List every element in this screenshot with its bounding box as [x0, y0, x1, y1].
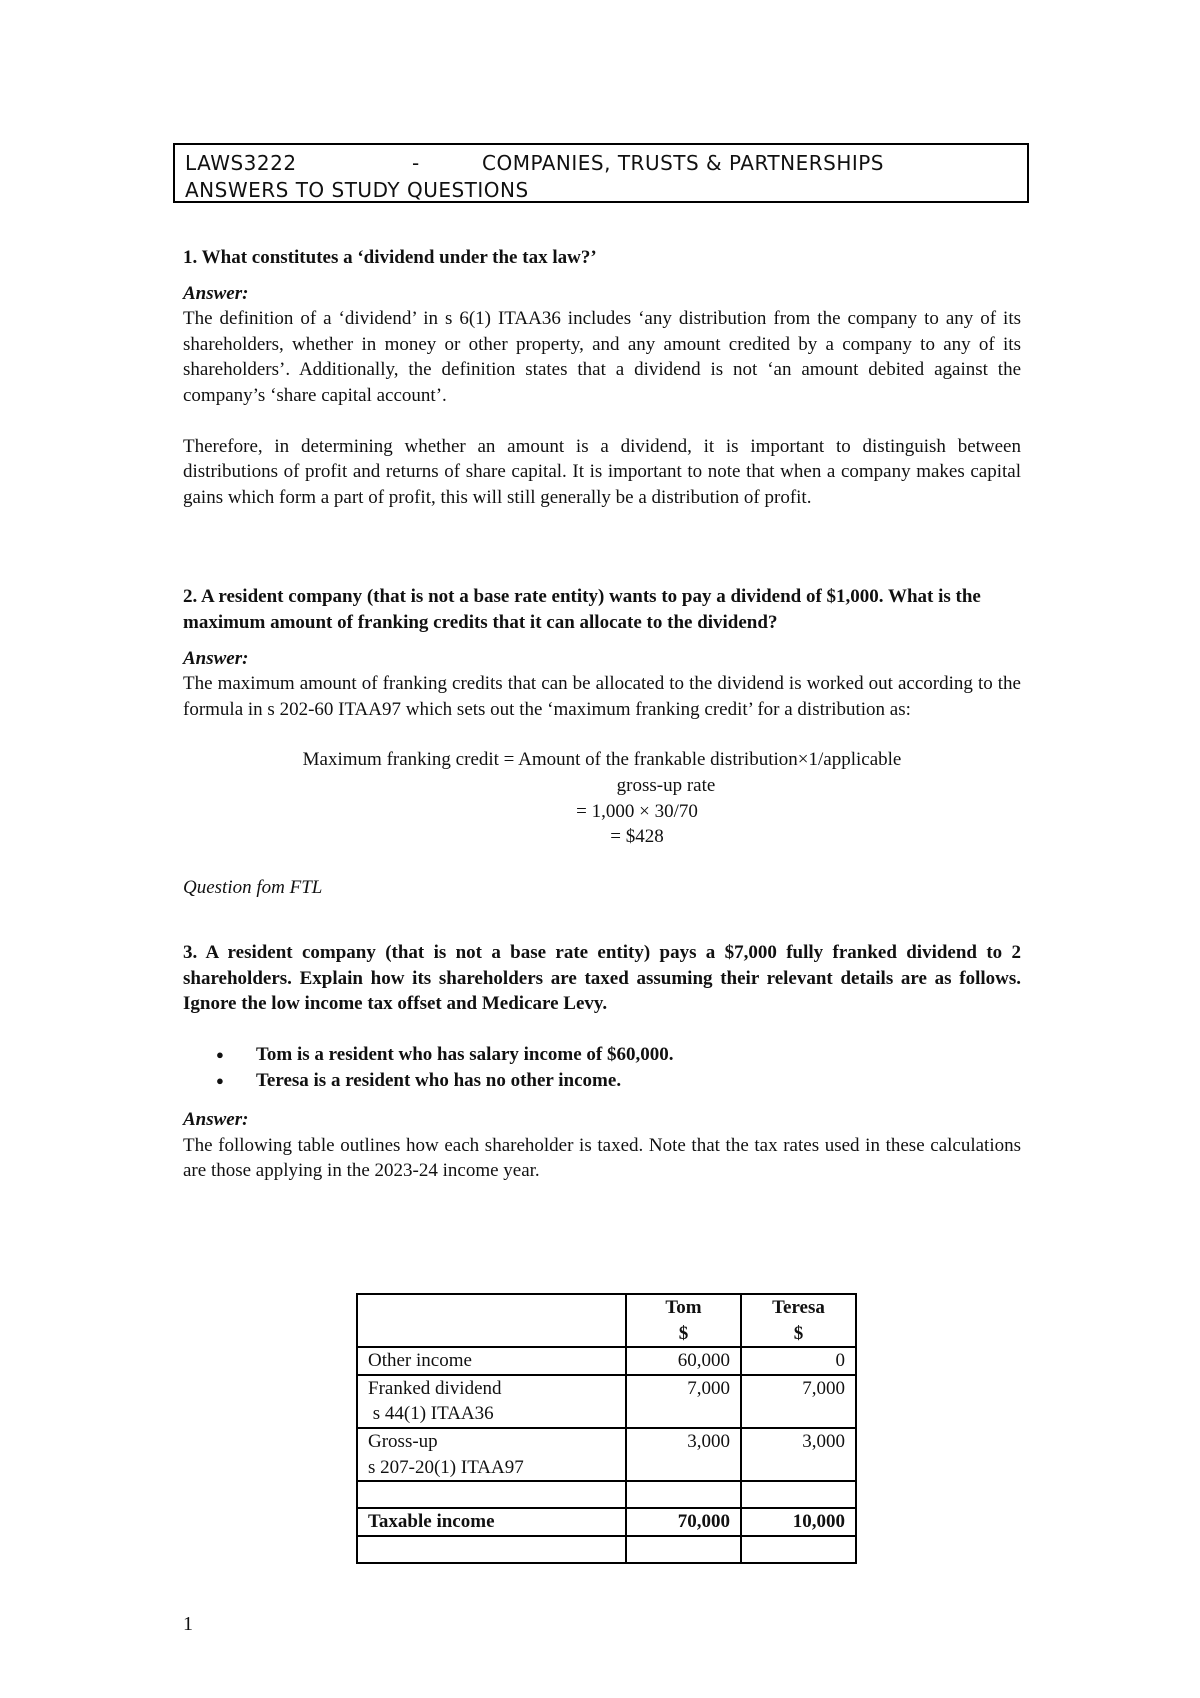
- table-row: [357, 1347, 856, 1375]
- formula-line-2: gross-up rate: [616, 774, 716, 796]
- teresa-value: 3,000: [741, 1428, 856, 1481]
- franking-formula: [183, 747, 1021, 849]
- header-dash: -: [412, 151, 420, 175]
- teresa-value: 7,000: [741, 1375, 856, 1428]
- formula-line-3: = 1,000 × 30/70: [576, 800, 698, 822]
- row-label: [357, 1375, 626, 1428]
- table-cell: [741, 1481, 856, 1508]
- course-header-line: [185, 150, 1027, 177]
- tom-header-label: Tom: [665, 1297, 702, 1318]
- answer-3-paragraph-1: The following table outlines how each shareholder is taxed. Note that the tax rates used in these calculations are those applying in the 2023-24 income year.: [183, 1134, 1021, 1182]
- table-cell: [357, 1294, 626, 1347]
- table-row: [357, 1375, 856, 1428]
- document-body: [183, 245, 1021, 1184]
- list-item: ● Tom is a resident who has salary income of $60,000.: [183, 1042, 1021, 1068]
- question-3: 3. A resident company (that is not a base rate entity) pays a $7,000 fully franked dividend to 2 shareholders. Explain how its shareholders are taxed assuming their relevant details are as follows. Ignore the low income tax offset and Medicare Levy.: [183, 942, 1021, 1015]
- answer-label-2: Answer:: [183, 647, 249, 669]
- teresa-total: 10,000: [741, 1508, 856, 1536]
- table-cell: [357, 1481, 626, 1508]
- course-header-box: [173, 143, 1029, 203]
- table-cell: [626, 1481, 741, 1508]
- row-label-line-1: Franked dividend: [368, 1377, 502, 1399]
- table-cell: [741, 1536, 856, 1563]
- table-header-row: [357, 1294, 856, 1347]
- answer-label-1: Answer:: [183, 282, 249, 304]
- answer-2-paragraph-1: The maximum amount of franking credits that can be allocated to the dividend is worked out according to the formula in s 202-60 ITAA97 which sets out the ‘maximum franking credit’ for a distribution as:: [183, 673, 1021, 720]
- answer-1-paragraph-2: Therefore, in determining whether an amount is a dividend, it is important to distinguish between distributions of profit and returns of share capital. It is important to note that when a company makes capital gains which form a part of profit, this will still generally be a distribution of profit.: [183, 435, 1021, 508]
- table-cell: [357, 1536, 626, 1563]
- table-row: [357, 1428, 856, 1481]
- teresa-value: 0: [741, 1347, 856, 1375]
- answer-label-3: Answer:: [183, 1109, 249, 1131]
- total-label: Taxable income: [357, 1508, 626, 1536]
- answer-1-paragraph-1: The definition of a ‘dividend’ in s 6(1) ITAA36 includes ‘any distribution from the company to any of its shareholders, whether in money or other property, and any amount credited by a company to any of its shareholders’. Additionally, the definition states that a dividend is not ‘an amount debited against the company’s ‘share capital account’.: [183, 308, 1021, 406]
- row-label-line-2: s 44(1) ITAA36: [368, 1403, 494, 1425]
- question-source-note: Question fom FTL: [183, 876, 323, 898]
- course-title: COMPANIES, TRUSTS & PARTNERSHIPS: [482, 151, 885, 175]
- header-subtitle: ANSWERS TO STUDY QUESTIONS: [185, 178, 529, 202]
- tax-calculation-table: [356, 1293, 857, 1564]
- row-label: [357, 1428, 626, 1481]
- column-header-tom: [626, 1294, 741, 1347]
- row-label: Other income: [357, 1347, 626, 1375]
- question-1: 1. What constitutes a ‘dividend under the tax law?’: [183, 247, 597, 268]
- table-total-row: [357, 1508, 856, 1536]
- formula-line-4: = $428: [610, 826, 664, 848]
- tom-value: 3,000: [626, 1428, 741, 1481]
- teresa-currency: $: [793, 1322, 804, 1344]
- shareholder-list: [183, 1042, 1021, 1093]
- tom-value: 60,000: [626, 1347, 741, 1375]
- page-number: 1: [183, 1613, 193, 1635]
- question-2: 2. A resident company (that is not a base rate entity) wants to pay a dividend of $1,000. What is the maximum amount of franking credits that it can allocate to the dividend?: [183, 586, 981, 633]
- tom-value: 7,000: [626, 1375, 741, 1428]
- tom-total: 70,000: [626, 1508, 741, 1536]
- tom-currency: $: [678, 1322, 689, 1344]
- list-item: ● Teresa is a resident who has no other income.: [183, 1068, 1021, 1094]
- row-label-line-1: Gross-up: [368, 1430, 438, 1452]
- column-header-teresa: [741, 1294, 856, 1347]
- formula-line-1: Maximum franking credit = Amount of the frankable distribution×1/applicable: [302, 749, 902, 771]
- course-code: LAWS3222: [185, 151, 297, 175]
- table-row: [357, 1536, 856, 1563]
- teresa-header-label: Teresa: [772, 1297, 825, 1318]
- table-row: [357, 1481, 856, 1508]
- row-label-line-2: s 207-20(1) ITAA97: [368, 1456, 524, 1478]
- table-cell: [626, 1536, 741, 1563]
